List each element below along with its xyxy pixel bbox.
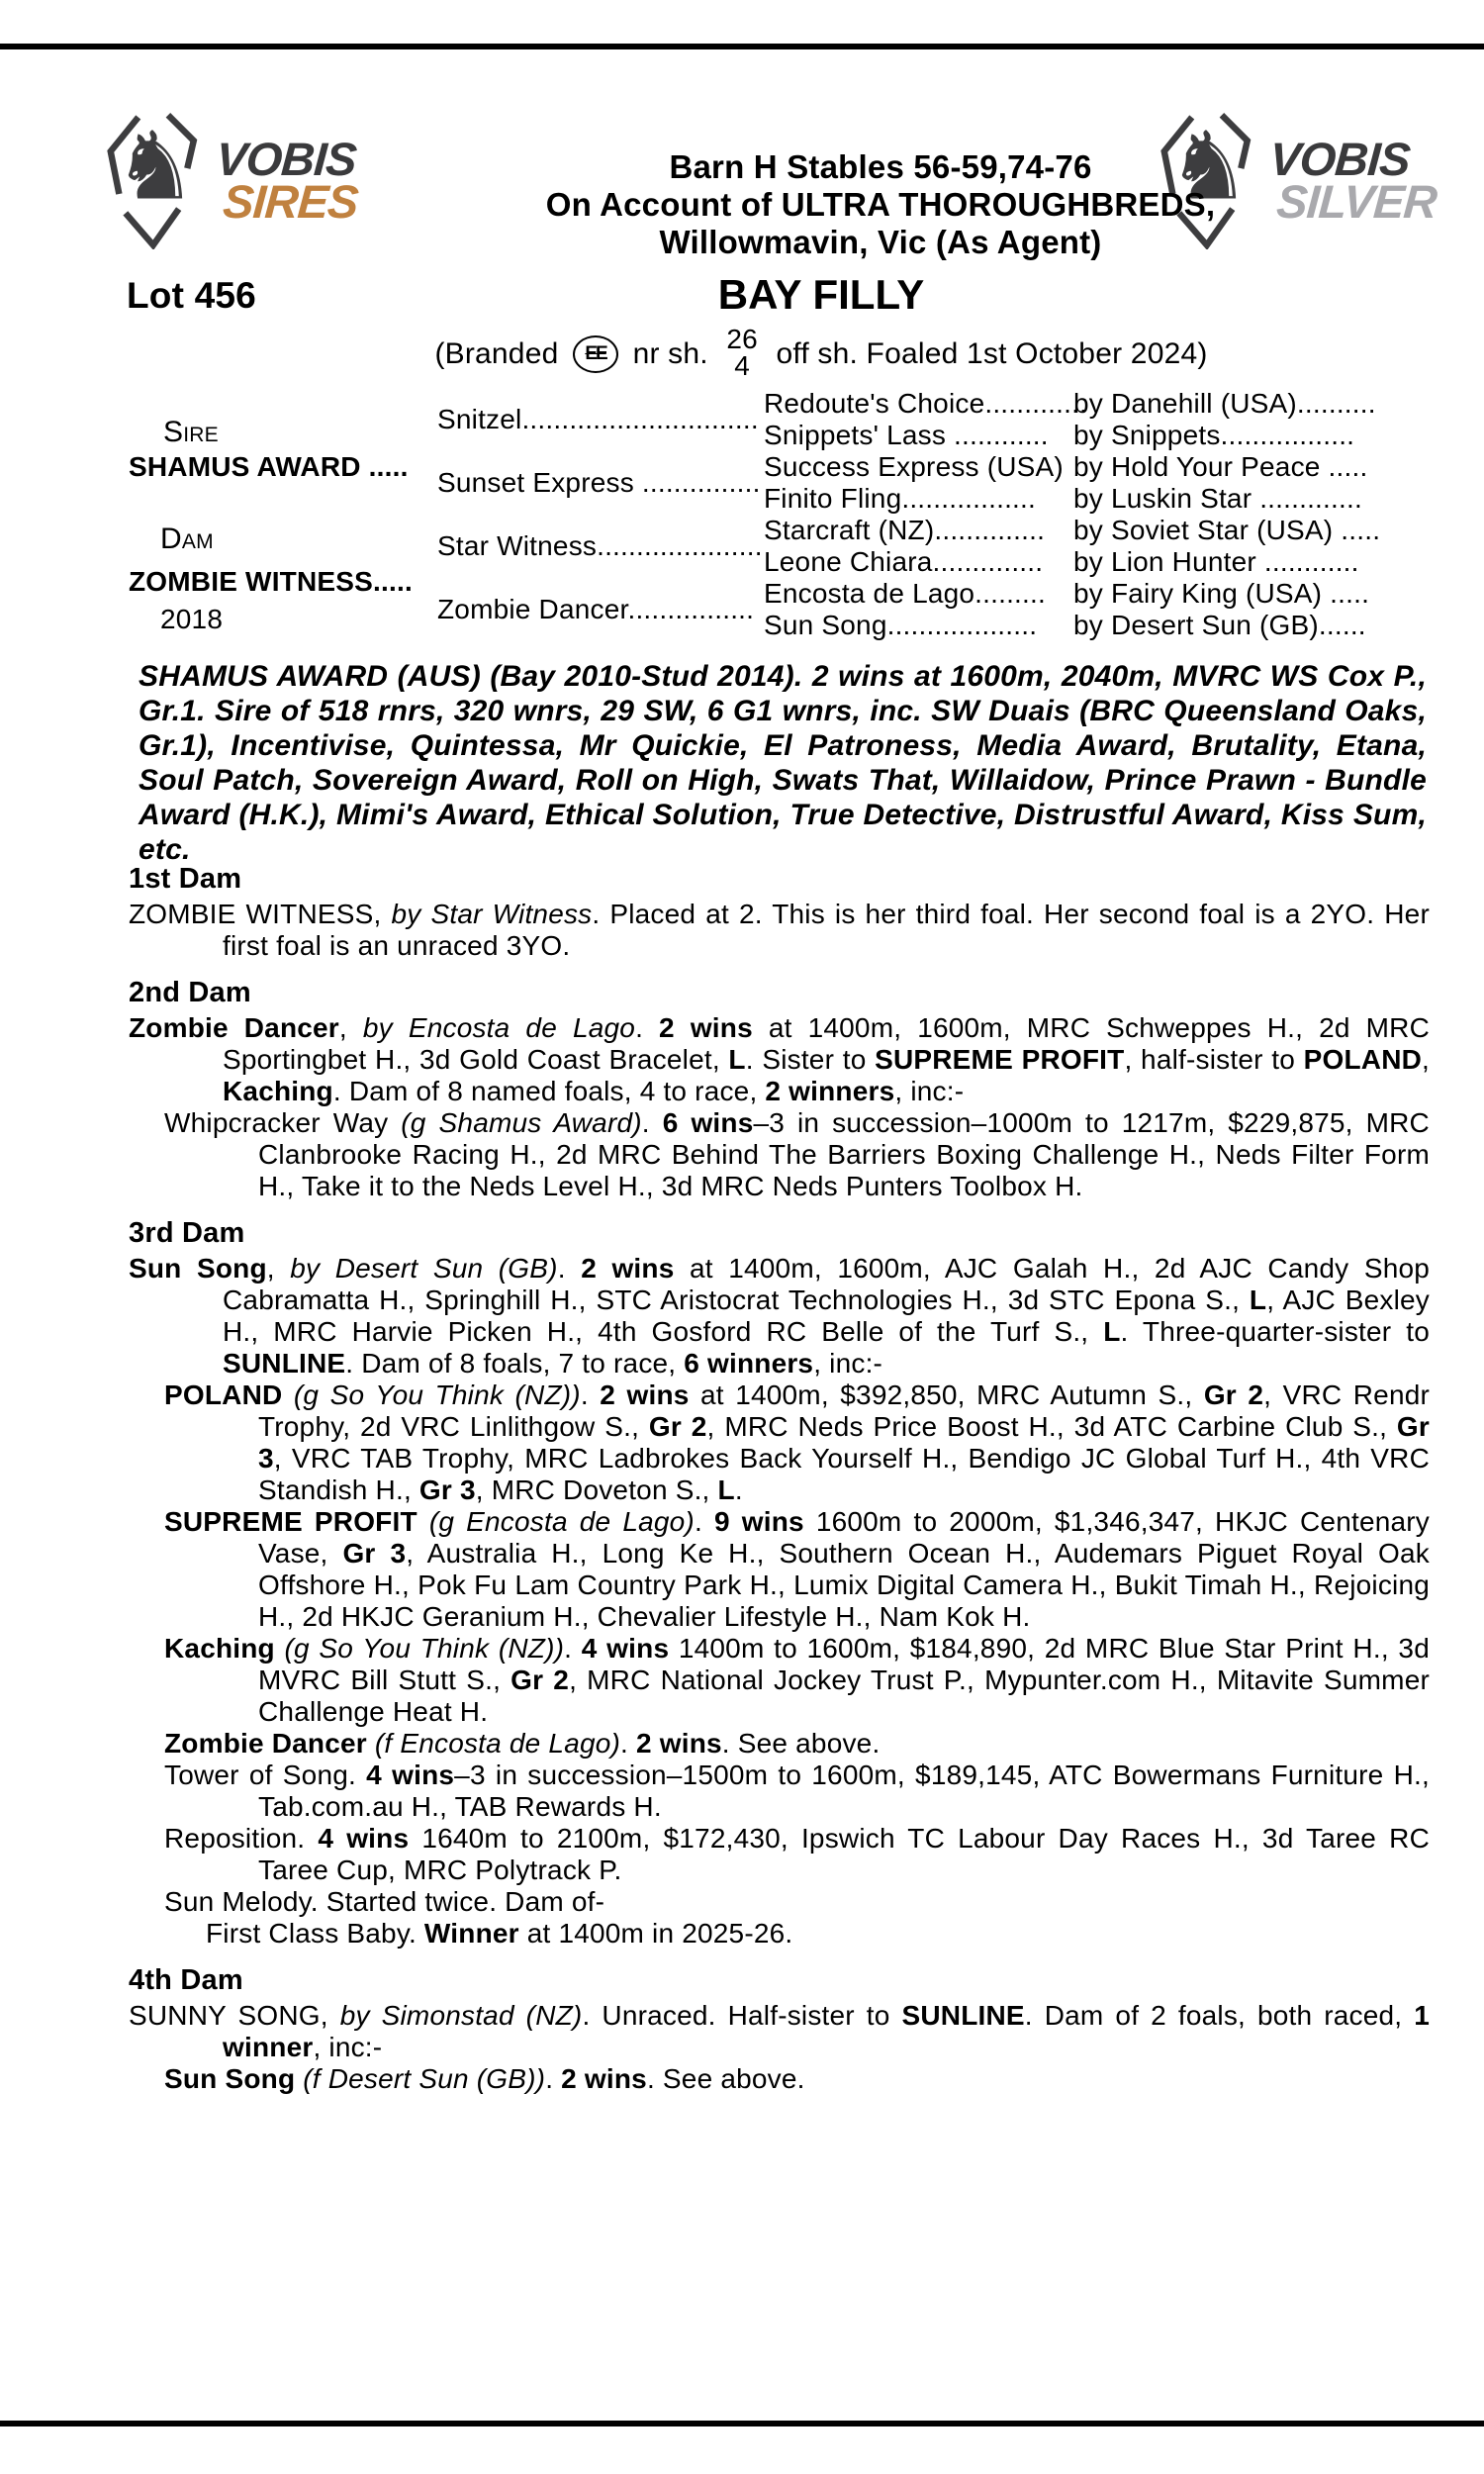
pedigree-ancestor-sire: by Soviet Star (USA) ..... xyxy=(1073,515,1381,545)
pedigree-ancestor-name: Redoute's Choice............. xyxy=(764,388,1088,419)
brand-mark-icon: EE xyxy=(573,335,618,373)
pedigree-paragraph xyxy=(164,1728,1430,1760)
pedigree-paragraph xyxy=(164,1633,1430,1728)
text-run: Tower of Song. xyxy=(164,1760,367,1790)
text-run: . Dam of 8 foals, 7 to race, xyxy=(345,1348,685,1379)
text-run: Reposition. xyxy=(164,1823,319,1854)
pedigree-ancestor-sire: by Hold Your Peace ..... xyxy=(1073,451,1368,482)
text-run: . Sister to xyxy=(745,1044,876,1075)
text-run: Zombie Dancer xyxy=(129,1012,339,1043)
pedigree-ancestor-name: Leone Chiara.............. xyxy=(764,546,1044,577)
text-run: , xyxy=(338,1012,363,1043)
text-run: POLAND xyxy=(1303,1044,1423,1075)
text-run: SUNLINE xyxy=(223,1348,346,1379)
pedigree-ancestor-name: Snippets' Lass ............ xyxy=(764,420,1049,450)
text-run: 1400m to 1600m, $184,890, 2d MRC Blue Star Print H., 3d MVRC Bill Stutt S., xyxy=(258,1633,1430,1695)
pedigree-paragraph xyxy=(164,1380,1430,1506)
pedigree-paragraph xyxy=(164,1760,1430,1823)
text-run: , VRC Rendr Trophy, 2d VRC Linlithgow S., xyxy=(258,1380,1431,1442)
pedigree-dam-year: 2018 xyxy=(160,604,224,634)
pedigree-paragraph xyxy=(164,1506,1430,1633)
svg-text:♞: ♞ xyxy=(113,114,198,220)
text-run: , MRC National Jockey Trust P., Mypunter.com H., Mitavite Summer Challenge Heat H. xyxy=(258,1665,1431,1727)
text-run: 6 winners xyxy=(684,1348,814,1379)
text-run: Whipcracker Way xyxy=(164,1107,402,1138)
text-run: 2 wins xyxy=(561,2063,647,2094)
bottom-rule xyxy=(0,2421,1484,2426)
text-run: Gr 3 xyxy=(258,1411,1430,1474)
text-run: 2 wins xyxy=(636,1728,722,1759)
text-run: . Unraced. Half-sister to xyxy=(582,2000,902,2031)
logo-word-vobis: VOBIS xyxy=(1267,132,1412,185)
pedigree-paragraph xyxy=(206,1918,1430,1950)
text-run: Zombie Dancer xyxy=(164,1728,375,1759)
text-run: SUPREME PROFIT xyxy=(875,1044,1125,1075)
text-run: . xyxy=(580,1380,601,1410)
consignor-block xyxy=(336,148,1425,261)
pedigree-parent-name: Star Witness..................... xyxy=(437,530,763,561)
text-run: . xyxy=(557,1253,582,1284)
text-run: L xyxy=(728,1044,746,1075)
pedigree-parent-name: Zombie Dancer................ xyxy=(437,594,755,624)
pedigree-ancestor-name: Finito Fling................. xyxy=(764,483,1036,514)
pedigree-ancestor-sire: by Desert Sun (GB)...... xyxy=(1073,610,1366,640)
text-run: 2 winners xyxy=(765,1076,895,1106)
consignor-line-3: Willowmavin, Vic (As Agent) xyxy=(659,224,1102,260)
text-run: 9 wins xyxy=(713,1506,804,1537)
text-run: Kaching xyxy=(164,1633,285,1664)
logo-word-sires: SIRES xyxy=(221,175,360,228)
text-run: (g So You Think (NZ)) xyxy=(284,1633,565,1664)
text-run: First Class Baby. xyxy=(206,1918,424,1949)
text-run: Sun Melody. Started twice. Dam of- xyxy=(164,1886,605,1917)
text-run: at 1400m, $392,850, MRC Autumn S., xyxy=(689,1380,1204,1410)
text-run: 1 winner xyxy=(223,2000,1431,2062)
consignor-line-1: Barn H Stables 56-59,74-76 xyxy=(669,148,1092,185)
brand-fraction xyxy=(726,326,758,379)
text-run: 1640m to 2100m, $172,430, Ipswich TC Labour Day Races H., 3d Taree RC Taree Cup, MRC Polytrack P. xyxy=(258,1823,1430,1885)
branded-mid: nr sh. xyxy=(632,337,708,370)
text-run: . xyxy=(641,1107,663,1138)
pedigree-paragraph xyxy=(129,1012,1430,1107)
pedigree-ancestor-sire: by Snippets................. xyxy=(1073,420,1355,450)
text-run: 2 wins xyxy=(581,1253,675,1284)
text-run: , inc:- xyxy=(894,1076,965,1106)
pedigree-parent-name: Snitzel.............................. xyxy=(437,404,759,434)
text-run: 1600m to 2000m, $1,346,347, HKJC Centenary Vase, xyxy=(258,1506,1430,1569)
text-run: Gr 2 xyxy=(1203,1380,1264,1410)
pedigree-parent-name: Sunset Express ............... xyxy=(437,467,761,498)
logo-word-silver: SILVER xyxy=(1274,175,1438,228)
text-run: . xyxy=(564,1633,582,1664)
text-run: , xyxy=(266,1253,291,1284)
text-run: by Desert Sun (GB) xyxy=(290,1253,558,1284)
dam-heading: 3rd Dam xyxy=(129,1217,245,1249)
text-run: . xyxy=(620,1728,636,1759)
text-run: by Star Witness xyxy=(391,899,593,929)
pedigree-ancestor-name: Success Express (USA) xyxy=(764,451,1064,482)
text-run: 2 wins xyxy=(659,1012,753,1043)
text-run: . Dam of 8 named foals, 4 to race, xyxy=(332,1076,766,1106)
text-run: . See above. xyxy=(646,2063,805,2094)
text-run: at 1400m, 1600m, AJC Galah H., 2d AJC Candy Shop Cabramatta H., Springhill H., STC Aristocrat Technologies H., 3d STC Epona S., xyxy=(223,1253,1431,1315)
horse-and-jockey-icon xyxy=(102,111,209,249)
page-title: BAY FILLY xyxy=(717,271,925,318)
dam-sections xyxy=(129,863,1430,2095)
sire-summary: SHAMUS AWARD (AUS) (Bay 2010-Stud 2014). 2 wins at 1600m, 2040m, MVRC WS Cox P., Gr.1. Sire of 518 rnrs, 320 wnrs, 29 SW, 6 G1 wnrs, inc. SW Duais (BRC Queensland Oaks, Gr.1), Incentivise, Quintessa, Mr Quickie, El Patroness, Media Award, Brutality, Etana, Soul Patch, Sovereign Award, Roll on High, Swats That, Willaidow, Prince Prawn - Bundle Award (H.K.), Mimi's Award, Ethical Solution, True Detective, Distrustful Award, Kiss Sum, etc. xyxy=(139,660,1427,866)
text-run: SUNNY SONG, xyxy=(129,2000,340,2031)
text-run: (f Encosta de Lago) xyxy=(374,1728,621,1759)
pedigree-paragraph xyxy=(164,2063,1430,2095)
text-run: . xyxy=(694,1506,714,1537)
text-run: , AJC Bexley H., MRC Harvie Picken H., 4th Gosford RC Belle of the Turf S., xyxy=(223,1285,1430,1347)
branded-prefix: (Branded xyxy=(434,337,559,370)
pedigree-dam-name: ZOMBIE WITNESS..... xyxy=(129,566,413,597)
text-run: at 1400m, 1600m, MRC Schweppes H., 2d MRC Sportingbet H., 3d Gold Coast Bracelet, xyxy=(223,1012,1430,1075)
text-run: SUNLINE xyxy=(901,2000,1025,2031)
text-run: (g Encosta de Lago) xyxy=(428,1506,695,1537)
pedigree-ancestor-sire: by Luskin Star ............. xyxy=(1073,483,1362,514)
text-run: Sun Song xyxy=(129,1253,267,1284)
text-run: POLAND xyxy=(164,1380,294,1410)
top-rule xyxy=(0,44,1484,49)
text-run: Sun Song xyxy=(164,2063,304,2094)
text-run: 4 wins xyxy=(366,1760,455,1790)
text-run: SUPREME PROFIT xyxy=(164,1506,429,1537)
pedigree-ancestor-sire: by Danehill (USA).......... xyxy=(1073,388,1376,419)
consignor-line-2: On Account of ULTRA THOROUGHBREDS, xyxy=(545,186,1216,223)
pedigree-ancestor-name: Starcraft (NZ).............. xyxy=(764,515,1046,545)
text-run: , MRC Neds Price Boost H., 3d ATC Carbine Club S., xyxy=(706,1411,1397,1442)
pedigree-role-sire: Sire xyxy=(163,416,219,448)
text-run: L xyxy=(717,1475,735,1505)
brand-fraction-top: 26 xyxy=(726,324,758,354)
branded-line xyxy=(247,324,1395,381)
text-run: at 1400m in 2025-26. xyxy=(518,1918,793,1949)
pedigree-paragraph xyxy=(164,1886,1430,1918)
text-run: , MRC Doveton S., xyxy=(475,1475,718,1505)
text-run: . Placed at 2. This is her third foal. Her second foal is a 2YO. Her first foal is an unraced 3YO. xyxy=(223,899,1430,961)
text-run: (f Desert Sun (GB)) xyxy=(303,2063,546,2094)
text-run: by Simonstad (NZ) xyxy=(339,2000,583,2031)
text-run: , Australia H., Long Ke H., Southern Ocean H., Audemars Piguet Royal Oak Offshore H., Pok Fu Lam Country Park H., Lumix Digital Camera H., Bukit Timah H., Rejoicing H., 2d HKJC Geranium H., Chevalier Lifestyle H., Nam Kok H. xyxy=(258,1538,1430,1632)
text-run: , inc:- xyxy=(313,2032,383,2062)
brand-fraction-bottom: 4 xyxy=(734,350,750,381)
text-run: Gr 2 xyxy=(648,1411,707,1442)
text-run: L xyxy=(1103,1316,1121,1347)
pedigree-ancestor-name: Encosta de Lago......... xyxy=(764,578,1046,609)
pedigree-role-dam: Dam xyxy=(160,523,214,555)
dam-heading: 2nd Dam xyxy=(129,977,251,1008)
text-run: –3 in succession–1500m to 1600m, $189,145, ATC Bowermans Furniture H., Tab.com.au H., TAB Rewards H. xyxy=(258,1760,1430,1822)
text-run: . See above. xyxy=(721,1728,881,1759)
pedigree-paragraph xyxy=(164,1823,1430,1886)
pedigree-paragraph xyxy=(164,1107,1430,1202)
logo-word-vobis: VOBIS xyxy=(214,132,358,185)
text-run: . xyxy=(635,1012,660,1043)
pedigree-paragraph xyxy=(129,2000,1430,2063)
text-run: (g Shamus Award) xyxy=(401,1107,642,1138)
pedigree-paragraph xyxy=(129,1253,1430,1380)
text-run: . xyxy=(545,2063,562,2094)
pedigree-ancestor-sire: by Lion Hunter ............ xyxy=(1073,546,1359,577)
text-run: 4 wins xyxy=(318,1823,410,1854)
text-run: Gr 3 xyxy=(342,1538,407,1569)
text-run: Kaching xyxy=(223,1076,333,1106)
text-run: , inc:- xyxy=(813,1348,883,1379)
text-run: , VRC TAB Trophy, MRC Ladbrokes Back Yourself H., Bendigo JC Global Turf H., 4th VRC Standish H., xyxy=(258,1443,1430,1505)
text-run: . xyxy=(734,1475,743,1505)
svg-text:♞: ♞ xyxy=(1166,114,1252,220)
text-run: by Encosta de Lago xyxy=(362,1012,636,1043)
text-run: L xyxy=(1249,1285,1267,1315)
text-run: (g So You Think (NZ)) xyxy=(293,1380,581,1410)
pedigree-ancestor-name: Sun Song................... xyxy=(764,610,1038,640)
pedigree-ancestor-sire: by Fairy King (USA) ..... xyxy=(1073,578,1370,609)
text-run: Gr 2 xyxy=(510,1665,570,1695)
vobis-sires-logo xyxy=(102,111,359,249)
text-run: 4 wins xyxy=(581,1633,670,1664)
text-run: . Dam of 2 foals, both raced, xyxy=(1024,2000,1415,2031)
text-run: , half-sister to xyxy=(1124,1044,1304,1075)
text-run: , xyxy=(1422,1044,1431,1075)
dam-heading: 4th Dam xyxy=(129,1964,243,1996)
text-run: . Three-quarter-sister to xyxy=(1120,1316,1431,1347)
text-run: Gr 3 xyxy=(418,1475,476,1505)
text-run: –3 in succession–1000m to 1217m, $229,875, MRC Clanbrooke Racing H., 2d MRC Behind The Barriers Boxing Challenge H., Neds Filter Form H., Take it to the Neds Level H., 3d MRC Neds Punters Toolbox H. xyxy=(258,1107,1430,1201)
lot-number: Lot 456 xyxy=(127,275,256,316)
pedigree-sire-name: SHAMUS AWARD ..... xyxy=(129,451,409,482)
text-run: 6 wins xyxy=(662,1107,754,1138)
dam-heading: 1st Dam xyxy=(129,863,242,895)
text-run: 2 wins xyxy=(600,1380,690,1410)
pedigree-paragraph xyxy=(129,899,1430,962)
branded-suffix: off sh. Foaled 1st October 2024) xyxy=(776,337,1208,370)
text-run: ZOMBIE WITNESS, xyxy=(129,899,392,929)
text-run: Winner xyxy=(423,1918,519,1949)
